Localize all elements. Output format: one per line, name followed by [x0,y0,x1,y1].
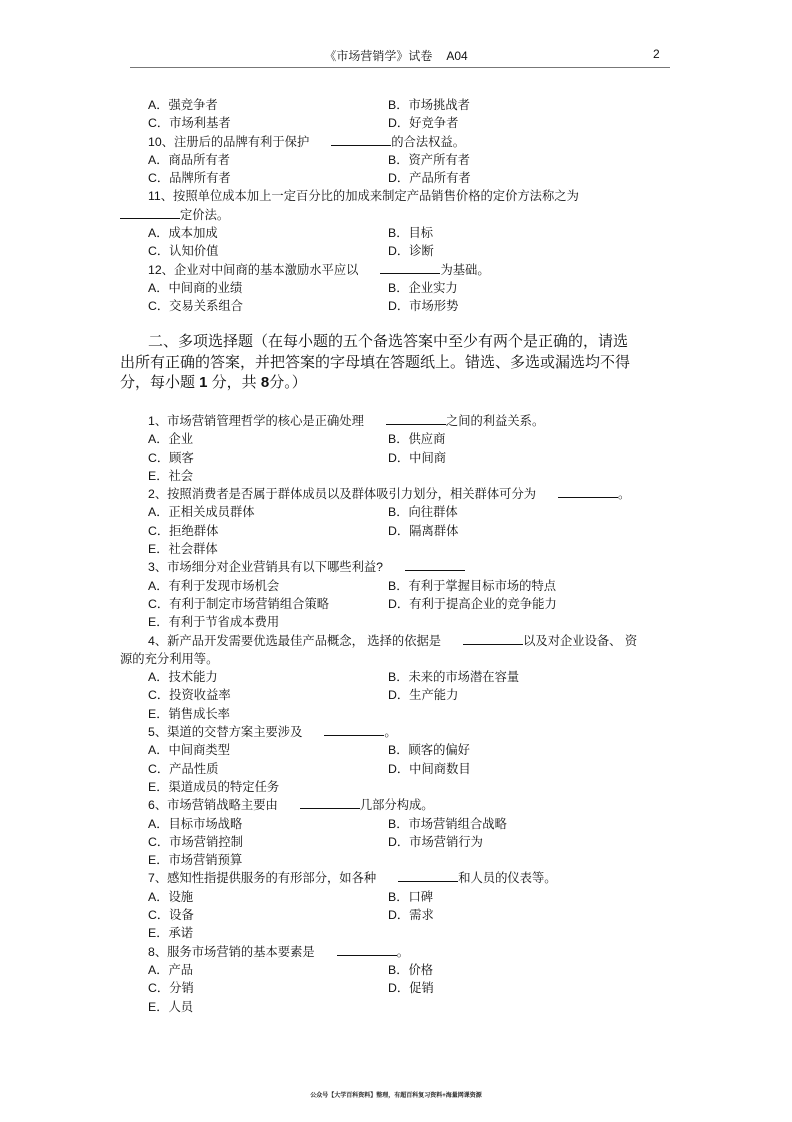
option-left: A．企业 [148,432,194,447]
exam-code: A04 [446,49,468,63]
option-left: C．市场利基者 [148,116,231,131]
options-row [148,595,678,613]
option-left: C．分销 [148,981,194,996]
answer-blank[interactable] [463,632,523,645]
option-left: C．拒绝群体 [148,523,219,538]
option-left: E．市场营销预算 [148,853,243,868]
option-left: C．品牌所有者 [148,171,231,186]
options-row [148,449,678,467]
question-text: 定价法。 [180,207,230,222]
option-right: D．市场营销行为 [388,834,483,849]
option-right: D．诊断 [388,244,434,259]
question-text: 的合法权益。 [391,134,466,149]
page-number: 2 [653,47,660,61]
options-row [148,961,678,979]
question-text: 11、按照单位成本加上一定百分比的加成来制定产品销售价格的定价方法称之为 [148,189,579,204]
question-text: 之间的利益关系。 [445,414,545,428]
options-row [148,540,678,558]
answer-blank[interactable] [398,869,458,882]
question-text: 6、市场营销战略主要由 [148,798,278,813]
options-row [148,224,678,242]
option-left: C．市场营销控制 [148,834,243,849]
text: 分，共 [207,374,261,391]
options-row [148,114,678,132]
footer-note: 公众号【大学百科资料】整理，有超百科复习资料+海量网课资源 [310,1093,482,1099]
option-left: A．成本加成 [148,226,218,241]
question [148,412,678,430]
options-row [148,888,678,906]
question [148,485,678,503]
question [148,943,678,961]
option-right: D．产品所有者 [388,171,471,186]
option-right: B．目标 [388,226,434,241]
question [148,796,678,814]
question-text: 3、市场细分对企业营销具有以下哪些利益? [148,560,384,575]
option-left: A．产品 [148,962,194,977]
options-row [148,998,678,1016]
option-right: B．市场营销组合战略 [388,816,507,831]
options-row [148,279,678,297]
section-heading-line: 二、多项选择题（在每小题的五个备选答案中至少有两个是正确的，请选 [148,333,629,350]
option-right: D．需求 [388,908,434,923]
option-right: D．中间商 [388,450,447,465]
question-text: 12、企业对中间商的基本激励水平应以 [148,262,359,277]
option-left: C．产品性质 [148,761,219,776]
option-right: B．向往群体 [388,505,458,520]
question-text: 和人员的仪表等。 [458,871,557,886]
options-row [148,522,678,540]
option-right: D．隔离群体 [388,523,459,538]
section-heading-line: 出所有正确的答案，并把答案的字母填在答题纸上。错选、多选或漏选均不得 [120,353,631,371]
question [120,206,678,224]
question [148,632,678,650]
section-heading-line [120,373,640,394]
answer-blank[interactable] [386,412,446,425]
option-left: E．渠道成员的特定任务 [148,779,280,794]
option-left: A．中间商的业绩 [148,280,243,295]
single-choice-continuation [148,96,678,316]
options-row [148,686,678,704]
option-left: E．销售成长率 [148,706,230,721]
option-left: C．设备 [148,908,194,923]
options-row [148,851,678,869]
options-row [148,430,678,448]
option-left: C．投资收益率 [148,688,231,703]
question-text: 2、按照消费者是否属于群体成员以及群体吸引力划分，相关群体可分为 [148,487,537,502]
option-right: B．价格 [388,962,434,977]
option-left: A．技术能力 [148,670,218,685]
options-row [148,613,678,631]
option-left: E．有利于节省成本费用 [148,615,280,630]
answer-blank[interactable] [300,796,360,809]
options-row [148,297,678,315]
question-text: 为基础。 [440,262,490,277]
question-text: 。 [396,944,410,959]
option-left: C．有利于制定市场营销组合策略 [148,596,330,611]
question-text: 7、感知性指提供服务的有形部分，如各种 [148,871,377,886]
options-row [148,760,678,778]
option-left: A．设施 [148,889,194,904]
multiple-choice-questions [120,412,678,1016]
answer-blank[interactable] [331,133,391,146]
option-left: E．社会 [148,468,194,483]
options-row [148,906,678,924]
question [148,558,678,576]
question [148,133,678,151]
option-right: D．中间商数目 [388,761,471,776]
options-row [148,741,678,759]
option-right: D．市场形势 [388,299,459,314]
question-text: 。 [618,487,631,502]
answer-blank[interactable] [120,206,180,219]
question [148,187,678,205]
question [148,869,678,887]
question [148,723,678,741]
option-left: C．认知价值 [148,244,219,259]
option-left: A．强竞争者 [148,98,218,112]
points-total: 8 [260,374,270,391]
page-header [0,47,792,67]
option-left: E．人员 [148,999,194,1014]
option-left: A．正相关成员群体 [148,505,255,520]
question-text: 10、注册后的品牌有利于保护 [148,134,310,149]
options-row [148,467,678,485]
option-right: D．好竞争者 [388,116,459,131]
question-text: 。 [384,725,397,740]
document-title [0,47,792,64]
options-row [148,96,678,114]
option-right: B．企业实力 [388,280,458,295]
option-left: A．商品所有者 [148,152,230,167]
points-each: 1 [199,374,208,391]
options-row [148,815,678,833]
option-right: B．资产所有者 [388,152,470,167]
option-right: B．供应商 [388,432,446,447]
question-text: 8、服务市场营销的基本要素是 [148,944,315,959]
options-row [148,778,678,796]
question-text: 几部分构成。 [359,798,434,813]
header-divider [130,67,670,68]
options-row [148,577,678,595]
option-right: B．有利于掌握目标市场的特点 [388,578,557,593]
option-right: B．市场挑战者 [388,98,470,112]
section-heading-multiple-choice [120,332,640,394]
option-right: D．促销 [388,981,434,996]
options-row [148,668,678,686]
question-text: 4、新产品开发需要优选最佳产品概念， 选择的依据是 [148,633,442,648]
options-row [148,833,678,851]
option-left: A．有利于发现市场机会 [148,578,280,593]
answer-blank[interactable] [558,485,618,498]
option-left: C．交易关系组合 [148,299,243,314]
exam-title: 《市场营销学》试卷 [324,49,433,63]
option-left: A．目标市场战略 [148,816,243,831]
option-right: D．有利于提高企业的竞争能力 [388,596,557,611]
options-row [148,979,678,997]
option-left: E．承诺 [148,926,194,941]
text: 分。） [269,374,307,391]
question-text-continued [120,650,678,668]
question-text: 1、市场营销管理哲学的核心是正确处理 [148,414,364,428]
question [148,261,678,279]
options-row [148,705,678,723]
option-right: B．未来的市场潜在容量 [388,670,520,685]
question-text: 源的充分利用等。 [120,651,219,666]
text: 分，每小题 [120,374,200,391]
answer-blank[interactable] [337,943,397,956]
option-right: B．顾客的偏好 [388,743,470,758]
option-left: E．社会群体 [148,542,218,557]
option-left: C．顾客 [148,450,194,465]
option-right: D．生产能力 [388,688,459,703]
options-row [148,924,678,942]
answer-blank[interactable] [324,723,384,736]
answer-blank[interactable] [405,558,465,571]
options-row [148,151,678,169]
options-row [148,503,678,521]
options-row [148,169,678,187]
question-text: 以及对企业设备、 资 [523,633,638,648]
question-text: 5、渠道的交替方案主要涉及 [148,725,303,740]
options-row [148,242,678,260]
option-left: A．中间商类型 [148,743,230,758]
option-right: B．口碑 [388,889,434,904]
answer-blank[interactable] [380,261,440,274]
